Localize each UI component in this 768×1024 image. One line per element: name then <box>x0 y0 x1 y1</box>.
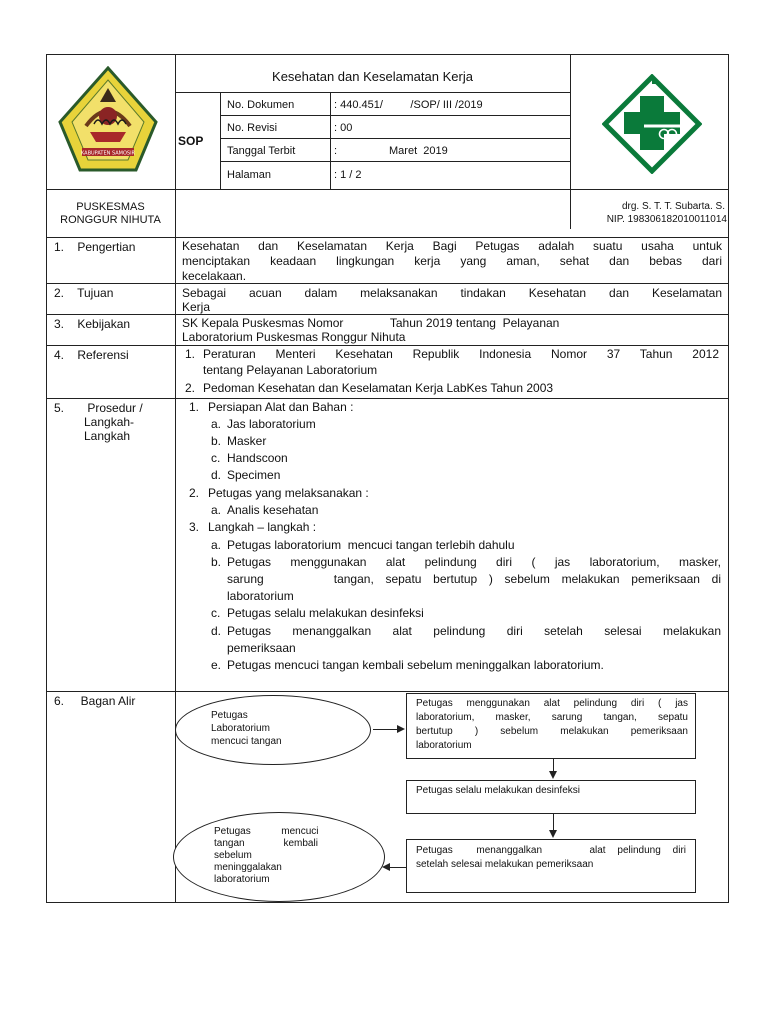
frame-right <box>728 54 729 903</box>
prosedur-g3-b-line3: laboratorium <box>227 589 294 603</box>
flow-arrowhead-1 <box>397 725 405 733</box>
divider-col1 <box>175 54 176 903</box>
prosedur-g3-e: Petugas mencuci tangan kembali sebelum meninggalkan laboratorium. <box>227 658 604 672</box>
divider-bagan <box>46 691 729 692</box>
prosedur-group1-title: Persiapan Alat dan Bahan : <box>208 400 354 414</box>
label-prosedur-3: Langkah <box>84 429 131 443</box>
divider-field2 <box>220 138 570 139</box>
prosedur-g3-d-line2: pemeriksaan <box>227 641 296 655</box>
prosedur-g1-d: Specimen <box>227 468 281 482</box>
referensi-num2: 2. <box>185 381 196 395</box>
prosedur-g1-b: Masker <box>227 434 267 448</box>
referensi-item1-line1: Peraturan Menteri Kesehatan Republik Indonesia Nomor 37 Tahun 2012 <box>203 347 719 361</box>
pengertian-line3: kecelakaan. <box>182 269 247 283</box>
divider-title <box>175 92 570 93</box>
tujuan-line2: Kerja <box>182 300 211 314</box>
document-title: Kesehatan dan Keselamatan Kerja <box>272 69 473 84</box>
prosedur-g3-d-letter: d. <box>211 624 222 638</box>
divider-kebijakan <box>46 314 729 315</box>
flow-end-line4: meninggalakan <box>214 862 282 873</box>
org-name-line1: PUSKESMAS <box>76 201 145 213</box>
flow-end-line3: sebelum <box>214 850 252 861</box>
prosedur-g3-b-letter: b. <box>211 555 222 569</box>
kebijakan-line1: SK Kepala Puskesmas Nomor Tahun 2019 tentang Pelayanan <box>182 316 560 330</box>
label-prosedur-2: Langkah- <box>84 415 135 429</box>
prosedur-g3-b-line1: Petugas menggunakan alat pelindung diri ( jas laboratorium, masker, <box>227 555 721 569</box>
frame-left <box>46 54 47 903</box>
referensi-num1: 1. <box>185 347 196 361</box>
prosedur-g1-d-letter: d. <box>211 468 222 482</box>
divider-field1 <box>220 115 570 116</box>
flow-end-line2: tangan kembali <box>214 838 318 849</box>
regency-logo <box>56 66 160 178</box>
flow-start-line1: Petugas <box>211 710 248 721</box>
prosedur-g1-c-letter: c. <box>211 451 221 465</box>
prosedur-g1-b-letter: b. <box>211 434 222 448</box>
field-label-no-revisi: No. Revisi <box>227 122 278 134</box>
prosedur-g1-a-letter: a. <box>211 417 222 431</box>
prosedur-group1-num: 1. <box>189 400 200 414</box>
field-value-no-dokumen: : 440.451/ /SOP/ III /2019 <box>334 99 483 111</box>
signer-name: drg. S. T. T. Subarta. S. <box>621 201 725 212</box>
flow-arrowhead-2 <box>549 771 557 779</box>
flow-box1-line1: Petugas menggunakan alat pelindung diri ( jas <box>416 698 688 709</box>
label-referensi: 4. Referensi <box>54 348 129 362</box>
field-value-no-revisi: : 00 <box>334 122 353 134</box>
prosedur-g1-a: Jas laboratorium <box>227 417 316 431</box>
divider-pengertian <box>46 237 729 238</box>
tujuan-line1: Sebagai acuan dalam melaksanakan tindakan Kesehatan dan Keselamatan <box>182 286 722 300</box>
referensi-item2-line1: Pedoman Kesehatan dan Keselamatan Kerja LabKes Tahun 2003 <box>203 381 554 395</box>
prosedur-g3-a-letter: a. <box>211 538 222 552</box>
prosedur-g2-a: Analis kesehatan <box>227 503 319 517</box>
prosedur-g2-a-letter: a. <box>211 503 222 517</box>
label-kebijakan: 3. Kebijakan <box>54 317 131 331</box>
flow-box1-line2: laboratorium, masker, sarung tangan, sepatu <box>416 712 688 723</box>
prosedur-g3-a: Petugas laboratorium mencuci tangan terlebih dahulu <box>227 538 515 552</box>
prosedur-group3-num: 3. <box>189 520 200 534</box>
pengertian-line2: menciptakan keadaan lingkungan kerja yang aman, sehat dan bebas dari <box>182 254 722 268</box>
divider-fields <box>330 92 331 189</box>
puskesmas-logo <box>602 74 702 174</box>
field-label-no-dokumen: No. Dokumen <box>227 99 295 111</box>
label-bagan-alir: 6. Bagan Alir <box>54 694 136 708</box>
field-value-tanggal-terbit: : Maret 2019 <box>334 145 448 157</box>
kebijakan-line2: Laboratorium Puskesmas Ronggur Nihuta <box>182 330 406 344</box>
prosedur-g1-c: Handscoon <box>227 451 288 465</box>
flow-end-line1: Petugas mencuci <box>214 826 319 837</box>
label-tujuan: 2. Tujuan <box>54 286 114 300</box>
frame-bottom <box>46 902 729 903</box>
referensi-item1-line2: tentang Pelayanan Laboratorium <box>203 363 378 377</box>
flow-start-line2: Laboratorium <box>211 723 270 734</box>
org-name-line2: RONGGUR NIHUTA <box>60 214 161 226</box>
prosedur-g3-c: Petugas selalu melakukan desinfeksi <box>227 606 424 620</box>
divider-header-bottom <box>46 189 729 190</box>
flow-box3-line1: Petugas menanggalkan alat pelindung diri <box>416 845 686 856</box>
pengertian-line1: Kesehatan dan Keselamatan Kerja Bagi Petugas adalah suatu usaha untuk <box>182 239 722 253</box>
prosedur-g3-d-line1: Petugas menanggalkan alat pelindung diri setelah selesai melakukan <box>227 624 721 638</box>
flow-box1-line4: laboratorium <box>416 740 472 751</box>
flow-start-oval <box>175 695 371 765</box>
divider-field3 <box>220 161 570 162</box>
divider-sop <box>220 92 221 189</box>
prosedur-g3-e-letter: e. <box>211 658 222 672</box>
prosedur-group3-title: Langkah – langkah : <box>208 520 317 534</box>
field-label-halaman: Halaman <box>227 169 272 181</box>
flow-start-line3: mencuci tangan <box>211 736 282 747</box>
prosedur-g3-b-line2: sarung tangan, sepatu bertutup ) sebelum melakukan pemeriksaan di <box>227 572 721 586</box>
prosedur-group2-num: 2. <box>189 486 200 500</box>
divider-tujuan <box>46 283 729 284</box>
flow-box3-line2: setelah selesai melakukan pemeriksaan <box>416 859 594 870</box>
field-value-halaman: : 1 / 2 <box>334 169 362 181</box>
signer-nip: NIP. 198306182010011014 <box>606 214 727 225</box>
label-prosedur-1: 5. Prosedur / <box>54 401 143 415</box>
flow-arrow-1 <box>373 729 400 730</box>
prosedur-group2-title: Petugas yang melaksanakan : <box>208 486 369 500</box>
flow-box2-line1: Petugas selalu melakukan desinfeksi <box>416 785 580 796</box>
divider-prosedur <box>46 398 729 399</box>
svg-text:KABUPATEN SAMOSIR: KABUPATEN SAMOSIR <box>80 150 136 157</box>
flow-arrow-3 <box>553 814 554 831</box>
flow-box1-line3: bertutup ) sebelum melakukan pemeriksaan <box>416 726 688 737</box>
frame-top <box>46 54 729 55</box>
flow-arrow-4 <box>390 867 406 868</box>
label-pengertian: 1. Pengertian <box>54 240 136 254</box>
field-label-tanggal-terbit: Tanggal Terbit <box>227 145 296 157</box>
flow-end-line5: laboratorium <box>214 874 270 885</box>
sop-label: SOP <box>178 134 204 148</box>
prosedur-g3-c-letter: c. <box>211 606 221 620</box>
divider-referensi <box>46 345 729 346</box>
flow-arrowhead-3 <box>549 830 557 838</box>
